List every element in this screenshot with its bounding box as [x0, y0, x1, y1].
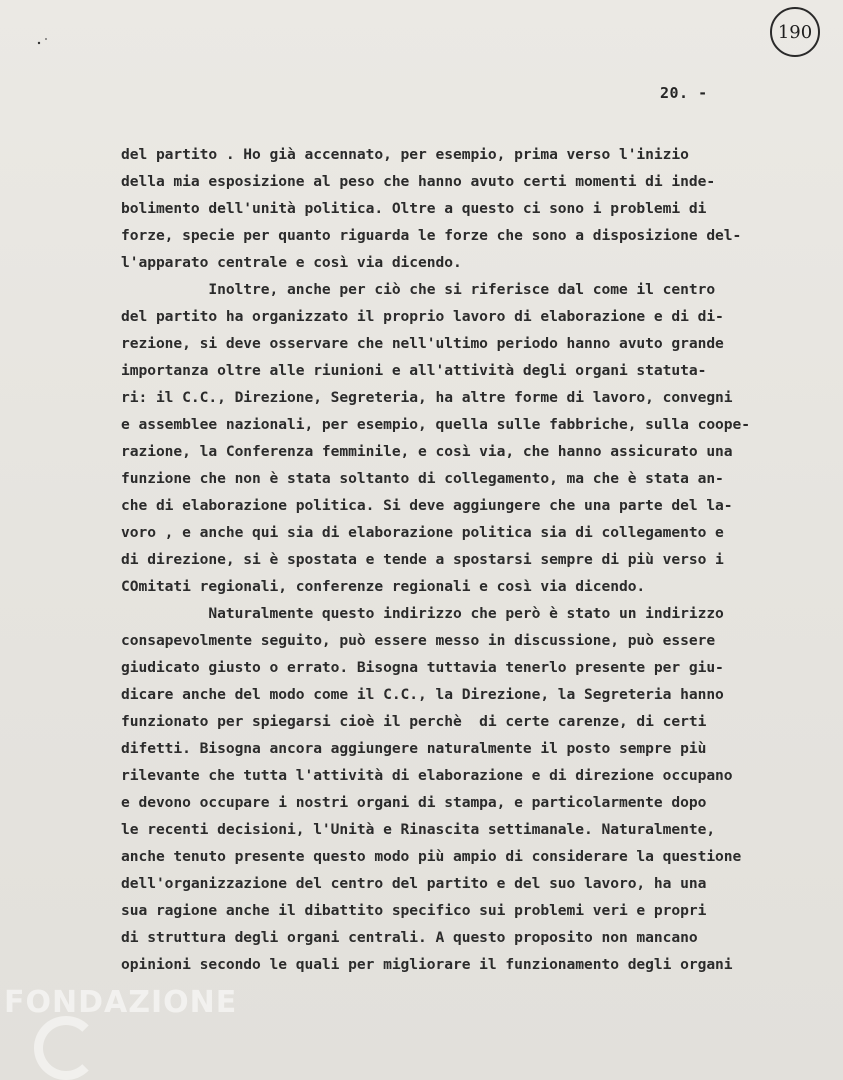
text-line: di struttura degli organi centrali. A questo proposito non mancano: [121, 929, 698, 946]
watermark-logo-text: FONDAZIONE: [4, 985, 238, 1020]
text-line: rilevante che tutta l'attività di elaborazione e di direzione occupano: [121, 767, 733, 784]
text-line: le recenti decisioni, l'Unità e Rinascita settimanale. Naturalmente,: [121, 821, 716, 838]
text-line: funzione che non è stata soltanto di collegamento, ma che è stata an-: [121, 470, 724, 487]
text-line: del partito . Ho già accennato, per esempio, prima verso l'inizio: [121, 146, 689, 163]
text-line: dicare anche del modo come il C.C., la Direzione, la Segreteria hanno: [121, 686, 724, 703]
text-line: giudicato giusto o errato. Bisogna tuttavia tenerlo presente per giu-: [121, 659, 724, 676]
typewritten-body: [121, 141, 821, 978]
text-line: opinioni secondo le quali per migliorare il funzionamento degli organi: [121, 956, 733, 973]
text-line: dell'organizzazione del centro del partito e del suo lavoro, ha una: [121, 875, 707, 892]
text-line: difetti. Bisogna ancora aggiungere naturalmente il posto sempre più: [121, 740, 707, 757]
text-line: consapevolmente seguito, può essere messo in discussione, può essere: [121, 632, 716, 649]
scan-marks: [36, 32, 66, 42]
text-line: di direzione, si è spostata e tende a spostarsi sempre di più verso i: [121, 551, 724, 568]
archive-stamp-number: 190: [777, 21, 813, 43]
text-line: Naturalmente questo indirizzo che però è stato un indirizzo: [121, 605, 724, 622]
text-line: ri: il C.C., Direzione, Segreteria, ha altre forme di lavoro, convegni: [121, 389, 733, 406]
text-line: anche tenuto presente questo modo più ampio di considerare la questione: [121, 848, 742, 865]
text-line: voro , e anche qui sia di elaborazione politica sia di collegamento e: [121, 524, 724, 541]
text-line: rezione, si deve osservare che nell'ultimo periodo hanno avuto grande: [121, 335, 724, 352]
text-line: razione, la Conferenza femminile, e così via, che hanno assicurato una: [121, 443, 733, 460]
page-number: 20. -: [660, 84, 708, 102]
text-line: Inoltre, anche per ciò che si riferisce dal come il centro: [121, 281, 716, 298]
archive-stamp: [770, 7, 820, 57]
text-line: COmitati regionali, conferenze regionali e così via dicendo.: [121, 578, 646, 595]
text-line: e assemblee nazionali, per esempio, quella sulle fabbriche, sulla coope-: [121, 416, 751, 433]
watermark-logo-icon: [34, 1016, 98, 1080]
text-line: della mia esposizione al peso che hanno avuto certi momenti di inde-: [121, 173, 716, 190]
text-line: sua ragione anche il dibattito specifico sui problemi veri e propri: [121, 902, 707, 919]
text-line: che di elaborazione politica. Si deve aggiungere che una parte del la-: [121, 497, 733, 514]
text-line: e devono occupare i nostri organi di stampa, e particolarmente dopo: [121, 794, 707, 811]
text-line: del partito ha organizzato il proprio lavoro di elaborazione e di di-: [121, 308, 724, 325]
text-line: forze, specie per quanto riguarda le forze che sono a disposizione del-: [121, 227, 742, 244]
text-line: funzionato per spiegarsi cioè il perchè di certe carenze, di certi: [121, 713, 707, 730]
text-line: importanza oltre alle riunioni e all'attività degli organi statuta-: [121, 362, 707, 379]
text-line: l'apparato centrale e così via dicendo.: [121, 254, 462, 271]
text-line: bolimento dell'unità politica. Oltre a questo ci sono i problemi di: [121, 200, 707, 217]
